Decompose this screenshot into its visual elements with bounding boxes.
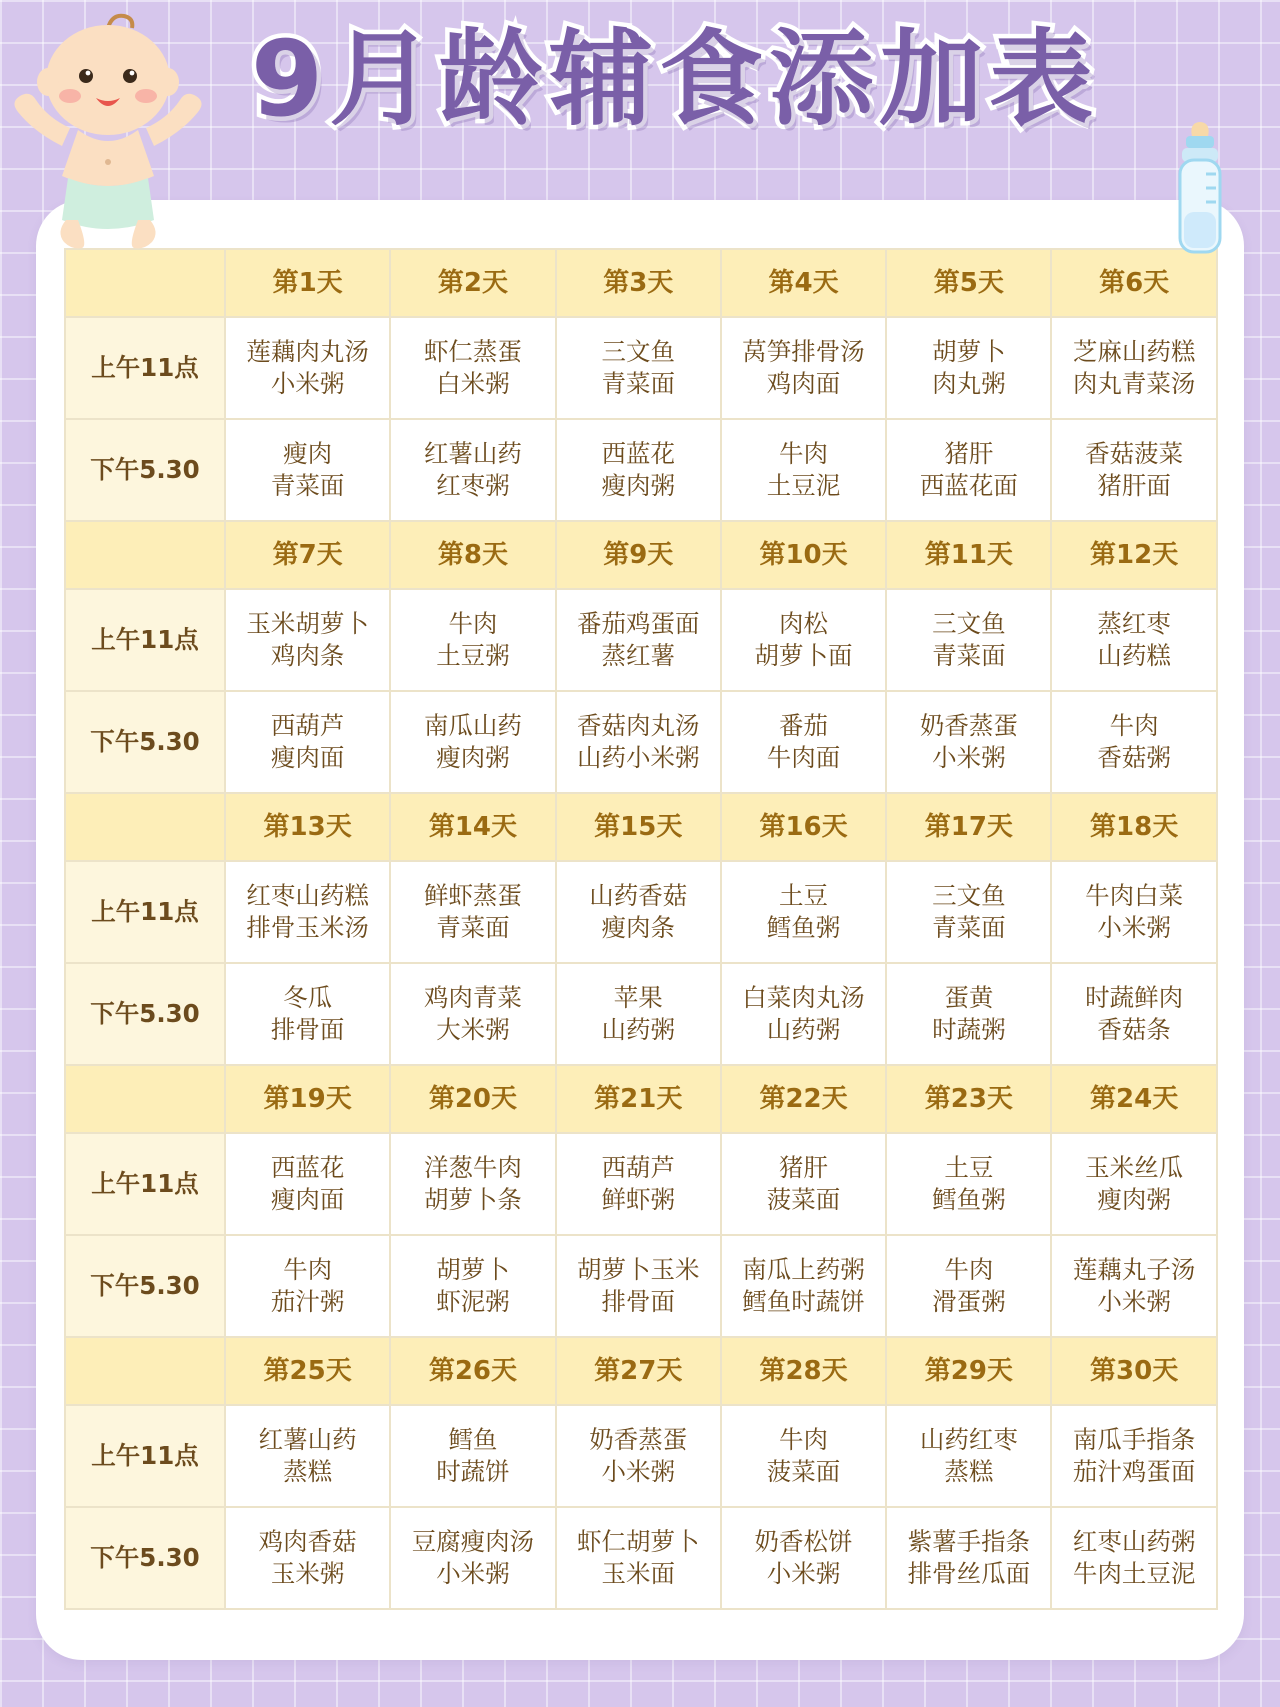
meal-line: 牛肉: [448, 608, 498, 638]
meal-cell: [886, 691, 1051, 793]
meal-line: 胡萝卜条: [423, 1185, 522, 1214]
meal-line: 牛肉白菜: [1085, 880, 1184, 910]
meal-line: 瘦肉粥: [601, 471, 675, 500]
meal-line: 土豆: [944, 1152, 994, 1182]
meal-line: 青菜面: [932, 641, 1006, 670]
meal-line: 山药红枣: [919, 1424, 1018, 1454]
table-row: [65, 589, 1217, 691]
day-header: 第19天: [225, 1065, 390, 1133]
meal-cell: [556, 1405, 721, 1507]
meal-cell: [721, 1235, 886, 1337]
day-header: 第23天: [886, 1065, 1051, 1133]
meal-line: 三文鱼: [932, 608, 1006, 638]
meal-line: 胡萝卜玉米: [576, 1254, 700, 1284]
meal-line: 胡萝卜: [436, 1254, 510, 1284]
meal-line: 滑蛋粥: [932, 1287, 1006, 1316]
meal-line: 土豆: [779, 880, 829, 910]
meal-line: 青菜面: [270, 471, 345, 500]
meal-cell: [225, 691, 390, 793]
day-header: 第18天: [1051, 793, 1216, 861]
meal-line: 莴笋排骨汤: [742, 336, 865, 366]
meal-line: 虾仁蒸蛋: [423, 336, 522, 366]
meal-cell: [390, 1235, 555, 1337]
day-header: 第20天: [390, 1065, 555, 1133]
meal-cell: [225, 1235, 390, 1337]
meal-line: 瘦肉条: [601, 913, 675, 942]
day-header: 第26天: [390, 1337, 555, 1405]
meal-line: 奶香蒸蛋: [589, 1424, 688, 1454]
meal-line: 紫薯手指条: [907, 1526, 1031, 1556]
meal-line: 鲜虾粥: [601, 1185, 675, 1214]
meal-line: 瘦肉面: [270, 1185, 345, 1214]
meal-cell: [886, 1133, 1051, 1235]
meal-cell: [1051, 589, 1216, 691]
meal-cell: [390, 317, 555, 419]
meal-cell: [225, 1405, 390, 1507]
meal-cell: [1051, 1133, 1216, 1235]
meal-line: 红枣粥: [436, 471, 510, 500]
meal-line: 蒸红薯: [601, 641, 675, 670]
meal-line: 鸡肉青菜: [423, 982, 522, 1012]
meal-line: 冬瓜: [283, 982, 333, 1012]
meal-line: 瘦肉粥: [436, 743, 510, 772]
meal-line: 山药香菇: [589, 880, 688, 910]
table-row: [65, 419, 1217, 521]
meal-line: 排骨面: [270, 1015, 345, 1044]
meal-cell: [886, 1507, 1051, 1609]
meal-line: 豆腐瘦肉汤: [411, 1526, 535, 1556]
meal-cell: [721, 691, 886, 793]
meal-cell: [886, 861, 1051, 963]
meal-line: 南瓜山药: [423, 710, 522, 740]
day-header: 第12天: [1051, 521, 1216, 589]
meal-line: 山药粥: [601, 1015, 675, 1044]
meal-line: 鳕鱼时蔬饼: [742, 1287, 865, 1316]
day-header: 第22天: [721, 1065, 886, 1133]
meal-cell: [1051, 419, 1216, 521]
corner-cell: [65, 793, 225, 861]
meal-line: 玉米丝瓜: [1085, 1152, 1184, 1182]
meal-line: 牛肉: [1109, 710, 1159, 740]
meal-line: 肉丸粥: [932, 369, 1006, 398]
meal-cell: [225, 317, 390, 419]
baby-illustration: [8, 10, 208, 250]
day-header: 第15天: [556, 793, 721, 861]
meal-cell: [886, 589, 1051, 691]
meal-cell: [1051, 1235, 1216, 1337]
meal-cell: [390, 963, 555, 1065]
meal-line: 山药粥: [766, 1015, 841, 1044]
meal-line: 瘦肉面: [270, 743, 345, 772]
meal-line: 小米粥: [436, 1559, 510, 1588]
meal-line: 白米粥: [436, 369, 510, 398]
meal-line: 红薯山药: [258, 1424, 357, 1454]
time-label: 下午5.30: [65, 691, 225, 793]
meal-line: 莲藕丸子汤: [1072, 1254, 1196, 1284]
day-header: 第8天: [390, 521, 555, 589]
meal-cell: [886, 1405, 1051, 1507]
meal-line: 青菜面: [932, 913, 1006, 942]
table-row: [65, 1065, 1217, 1133]
meal-cell: [225, 1133, 390, 1235]
table-row: [65, 1507, 1217, 1609]
day-header: 第9天: [556, 521, 721, 589]
time-label: 上午11点: [65, 861, 225, 963]
meal-line: 牛肉: [944, 1254, 994, 1284]
table-row: [65, 963, 1217, 1065]
meal-cell: [225, 963, 390, 1065]
meal-line: 南瓜手指条: [1072, 1424, 1196, 1454]
meal-line: 鲜虾蒸蛋: [423, 880, 522, 910]
meal-line: 胡萝卜: [932, 336, 1006, 366]
meal-cell: [721, 861, 886, 963]
meal-line: 牛肉土豆泥: [1072, 1559, 1196, 1588]
meal-line: 时蔬鲜肉: [1085, 982, 1184, 1012]
meal-line: 排骨玉米汤: [246, 913, 369, 942]
table-body: [65, 249, 1217, 1609]
time-label: 上午11点: [65, 1133, 225, 1235]
meal-cell: [556, 419, 721, 521]
meal-line: 西葫芦: [601, 1152, 675, 1182]
meal-line: 苹果: [613, 982, 663, 1012]
time-label: 下午5.30: [65, 963, 225, 1065]
day-header: 第11天: [886, 521, 1051, 589]
table-row: [65, 521, 1217, 589]
meal-cell: [556, 1507, 721, 1609]
meal-line: 菠菜面: [766, 1185, 841, 1214]
meal-line: 茄汁鸡蛋面: [1072, 1457, 1196, 1486]
baby-bottle-illustration: [1160, 120, 1240, 260]
table-row: [65, 1133, 1217, 1235]
table-row: [65, 317, 1217, 419]
meal-cell: [225, 589, 390, 691]
table-row: [65, 249, 1217, 317]
meal-cell: [721, 589, 886, 691]
time-label: 上午11点: [65, 317, 225, 419]
meal-line: 小米粥: [932, 743, 1006, 772]
day-header: 第6天: [1051, 249, 1216, 317]
meal-line: 小米粥: [601, 1457, 675, 1486]
meal-line: 小米粥: [270, 369, 345, 398]
day-header: 第4天: [721, 249, 886, 317]
day-header: 第30天: [1051, 1337, 1216, 1405]
day-header: 第17天: [886, 793, 1051, 861]
meal-line: 小米粥: [1097, 913, 1171, 942]
meal-line: 红枣山药糕: [246, 880, 369, 910]
time-label: 下午5.30: [65, 419, 225, 521]
time-label: 下午5.30: [65, 1507, 225, 1609]
meal-line: 小米粥: [1097, 1287, 1171, 1316]
meal-line: 时蔬饼: [436, 1457, 510, 1486]
meal-cell: [225, 861, 390, 963]
meal-cell: [556, 861, 721, 963]
meal-line: 香菇肉丸汤: [576, 710, 700, 740]
meal-cell: [886, 317, 1051, 419]
corner-cell: [65, 1065, 225, 1133]
meal-line: 香菇条: [1097, 1015, 1171, 1044]
day-header: 第1天: [225, 249, 390, 317]
time-label: 上午11点: [65, 589, 225, 691]
meal-line: 番茄鸡蛋面: [576, 608, 700, 638]
meal-line: 胡萝卜面: [754, 641, 853, 670]
meal-line: 香菇粥: [1097, 743, 1171, 772]
meal-cell: [721, 419, 886, 521]
time-label: 下午5.30: [65, 1235, 225, 1337]
table-row: [65, 1337, 1217, 1405]
meal-line: 鳕鱼粥: [766, 913, 841, 942]
meal-line: 西蓝花面: [919, 471, 1018, 500]
meal-line: 肉丸青菜汤: [1072, 369, 1196, 398]
meal-cell: [721, 963, 886, 1065]
meal-line: 西蓝花: [601, 438, 675, 468]
meal-cell: [390, 589, 555, 691]
page-title: 9月龄辅食添加表: [250, 18, 1100, 140]
meal-line: 瘦肉粥: [1097, 1185, 1171, 1214]
corner-cell: [65, 521, 225, 589]
day-header: 第16天: [721, 793, 886, 861]
meal-line: 小米粥: [766, 1559, 841, 1588]
meal-line: 排骨丝瓜面: [907, 1559, 1031, 1588]
table-row: [65, 691, 1217, 793]
meal-cell: [1051, 691, 1216, 793]
day-header: 第24天: [1051, 1065, 1216, 1133]
day-header: 第2天: [390, 249, 555, 317]
meal-cell: [556, 589, 721, 691]
meal-cell: [721, 317, 886, 419]
meal-line: 红枣山药粥: [1072, 1526, 1196, 1556]
meal-line: 南瓜上药粥: [742, 1254, 865, 1284]
meal-cell: [1051, 317, 1216, 419]
meal-line: 牛肉: [779, 438, 829, 468]
meal-line: 西葫芦: [270, 710, 345, 740]
meal-cell: [556, 317, 721, 419]
meal-line: 三文鱼: [601, 336, 675, 366]
meal-line: 猪肝: [944, 438, 994, 468]
meal-cell: [390, 419, 555, 521]
meal-line: 鸡肉面: [766, 369, 841, 398]
meal-line: 土豆泥: [766, 471, 841, 500]
meal-line: 鳕鱼粥: [932, 1185, 1006, 1214]
meal-line: 肉松: [779, 608, 829, 638]
meal-line: 牛肉: [779, 1424, 829, 1454]
meal-cell: [556, 1133, 721, 1235]
day-header: 第28天: [721, 1337, 886, 1405]
meal-cell: [1051, 963, 1216, 1065]
meal-line: 蛋黄: [944, 982, 994, 1012]
meal-line: 蒸糕: [283, 1457, 333, 1486]
meal-line: 三文鱼: [932, 880, 1006, 910]
meal-cell: [721, 1133, 886, 1235]
day-header: 第13天: [225, 793, 390, 861]
meal-cell: [886, 1235, 1051, 1337]
corner-cell: [65, 1337, 225, 1405]
meal-line: 青菜面: [436, 913, 510, 942]
meal-line: 山药小米粥: [576, 743, 700, 772]
meal-line: 蒸红枣: [1097, 608, 1171, 638]
meal-line: 猪肝面: [1097, 471, 1171, 500]
day-header: 第21天: [556, 1065, 721, 1133]
day-header: 第3天: [556, 249, 721, 317]
meal-line: 猪肝: [779, 1152, 829, 1182]
meal-line: 牛肉面: [766, 743, 841, 772]
meal-cell: [390, 1405, 555, 1507]
meal-cell: [390, 861, 555, 963]
meal-line: 白菜肉丸汤: [742, 982, 865, 1012]
meal-cell: [390, 691, 555, 793]
meal-line: 虾仁胡萝卜: [576, 1526, 700, 1556]
day-header: 第14天: [390, 793, 555, 861]
meal-line: 青菜面: [601, 369, 675, 398]
meal-line: 红薯山药: [423, 438, 522, 468]
meal-line: 鸡肉香菇: [258, 1526, 357, 1556]
time-label: 上午11点: [65, 1405, 225, 1507]
meal-line: 番茄: [779, 710, 829, 740]
meal-line: 西蓝花: [270, 1152, 345, 1182]
day-header: 第10天: [721, 521, 886, 589]
meal-line: 菠菜面: [766, 1457, 841, 1486]
meal-line: 芝麻山药糕: [1072, 336, 1196, 366]
table-row: [65, 1235, 1217, 1337]
meal-line: 香菇菠菜: [1085, 438, 1184, 468]
table-row: [65, 861, 1217, 963]
day-header: 第27天: [556, 1337, 721, 1405]
meal-line: 鳕鱼: [448, 1424, 498, 1454]
day-header: 第29天: [886, 1337, 1051, 1405]
table-row: [65, 793, 1217, 861]
corner-cell: [65, 249, 225, 317]
meal-line: 瘦肉: [283, 438, 333, 468]
meal-line: 奶香松饼: [754, 1526, 853, 1556]
meal-cell: [721, 1405, 886, 1507]
meal-line: 奶香蒸蛋: [919, 710, 1018, 740]
meal-cell: [1051, 861, 1216, 963]
meal-line: 茄汁粥: [270, 1287, 345, 1316]
meal-plan-table: [64, 248, 1218, 1610]
meal-cell: [1051, 1405, 1216, 1507]
meal-cell: [886, 419, 1051, 521]
meal-line: 时蔬粥: [932, 1015, 1006, 1044]
meal-cell: [1051, 1507, 1216, 1609]
meal-line: 排骨面: [601, 1287, 675, 1316]
meal-line: 玉米粥: [270, 1559, 345, 1588]
meal-line: 牛肉: [283, 1254, 333, 1284]
table-row: [65, 1405, 1217, 1507]
day-header: 第25天: [225, 1337, 390, 1405]
meal-line: 山药糕: [1097, 641, 1171, 670]
meal-line: 玉米胡萝卜: [246, 608, 369, 638]
meal-cell: [556, 1235, 721, 1337]
meal-line: 土豆粥: [436, 641, 510, 670]
meal-line: 虾泥粥: [436, 1287, 510, 1316]
day-header: 第5天: [886, 249, 1051, 317]
meal-cell: [225, 1507, 390, 1609]
meal-line: 玉米面: [601, 1559, 675, 1588]
meal-line: 鸡肉条: [270, 641, 345, 670]
day-header: 第7天: [225, 521, 390, 589]
meal-cell: [390, 1507, 555, 1609]
meal-cell: [390, 1133, 555, 1235]
meal-line: 莲藕肉丸汤: [246, 336, 369, 366]
meal-cell: [556, 963, 721, 1065]
meal-cell: [556, 691, 721, 793]
meal-line: 大米粥: [436, 1015, 510, 1044]
meal-plan-table-wrapper: [64, 248, 1216, 1610]
meal-cell: [886, 963, 1051, 1065]
meal-cell: [225, 419, 390, 521]
meal-line: 洋葱牛肉: [423, 1152, 522, 1182]
meal-cell: [721, 1507, 886, 1609]
meal-line: 蒸糕: [944, 1457, 994, 1486]
